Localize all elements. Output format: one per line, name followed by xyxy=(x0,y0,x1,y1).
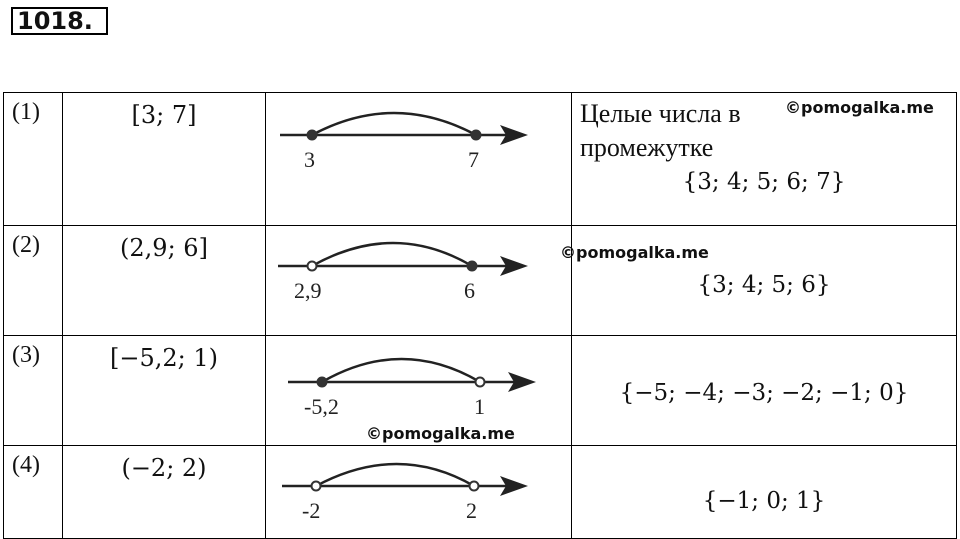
result-cell xyxy=(572,336,957,446)
right-endpoint-label: 6 xyxy=(464,278,475,303)
table-row xyxy=(4,226,957,336)
result-set: {3; 4; 5; 6} xyxy=(697,272,831,298)
number-line xyxy=(280,344,570,434)
interval-notation: (2,9; 6] xyxy=(120,234,208,262)
table-row xyxy=(4,446,957,539)
row-index-cell xyxy=(4,336,63,446)
left-endpoint-label: 2,9 xyxy=(294,278,322,303)
result-cell xyxy=(572,226,957,336)
left-endpoint-label: -5,2 xyxy=(304,394,339,419)
left-endpoint-label: 3 xyxy=(304,147,315,172)
row-index: (3) xyxy=(12,342,40,368)
number-line-cell xyxy=(266,93,572,226)
interval-notation: [3; 7] xyxy=(131,101,197,129)
interval-arc xyxy=(316,464,474,486)
watermark: ©pomogalka.me xyxy=(785,98,934,117)
right-endpoint-open xyxy=(476,378,485,387)
result-cell xyxy=(572,446,957,539)
left-endpoint-open xyxy=(312,482,321,491)
number-line-cell xyxy=(266,226,572,336)
right-endpoint-label: 7 xyxy=(468,147,479,172)
result-text-line-2: промежутке xyxy=(580,133,714,162)
row-index: (4) xyxy=(12,452,40,478)
left-endpoint-filled xyxy=(318,378,327,387)
interval-notation: [−5,2; 1) xyxy=(110,344,218,372)
left-endpoint-open xyxy=(308,262,317,271)
result-set: {3; 4; 5; 6; 7} xyxy=(682,169,846,195)
right-endpoint-filled xyxy=(468,262,477,271)
number-line xyxy=(272,228,562,318)
right-endpoint-filled xyxy=(472,131,481,140)
number-line xyxy=(272,95,562,185)
right-endpoint-label: 2 xyxy=(466,498,477,523)
interval-cell xyxy=(63,336,266,446)
row-index: (1) xyxy=(12,99,40,125)
interval-arc xyxy=(312,243,472,266)
result-text-line-1: Целые числа в xyxy=(580,99,741,128)
left-endpoint-filled xyxy=(308,131,317,140)
number-line-cell xyxy=(266,446,572,539)
interval-cell xyxy=(63,446,266,539)
left-endpoint-label: -2 xyxy=(302,498,321,523)
interval-arc xyxy=(322,359,480,382)
right-endpoint-open xyxy=(470,482,479,491)
row-index-cell xyxy=(4,446,63,539)
interval-arc xyxy=(312,113,476,135)
right-endpoint-label: 1 xyxy=(474,394,485,419)
interval-notation: (−2; 2) xyxy=(121,454,207,482)
watermark: ©pomogalka.me xyxy=(366,424,515,443)
watermark: ©pomogalka.me xyxy=(560,243,709,262)
row-index-cell xyxy=(4,226,63,336)
interval-cell xyxy=(63,226,266,336)
problem-number: 1018. xyxy=(11,7,108,35)
result-set: {−5; −4; −3; −2; −1; 0} xyxy=(619,380,909,406)
interval-cell xyxy=(63,93,266,226)
result-set: {−1; 0; 1} xyxy=(702,488,826,514)
row-index-cell xyxy=(4,93,63,226)
row-index: (2) xyxy=(12,232,40,258)
number-line xyxy=(276,448,566,534)
solution-table xyxy=(3,92,957,539)
